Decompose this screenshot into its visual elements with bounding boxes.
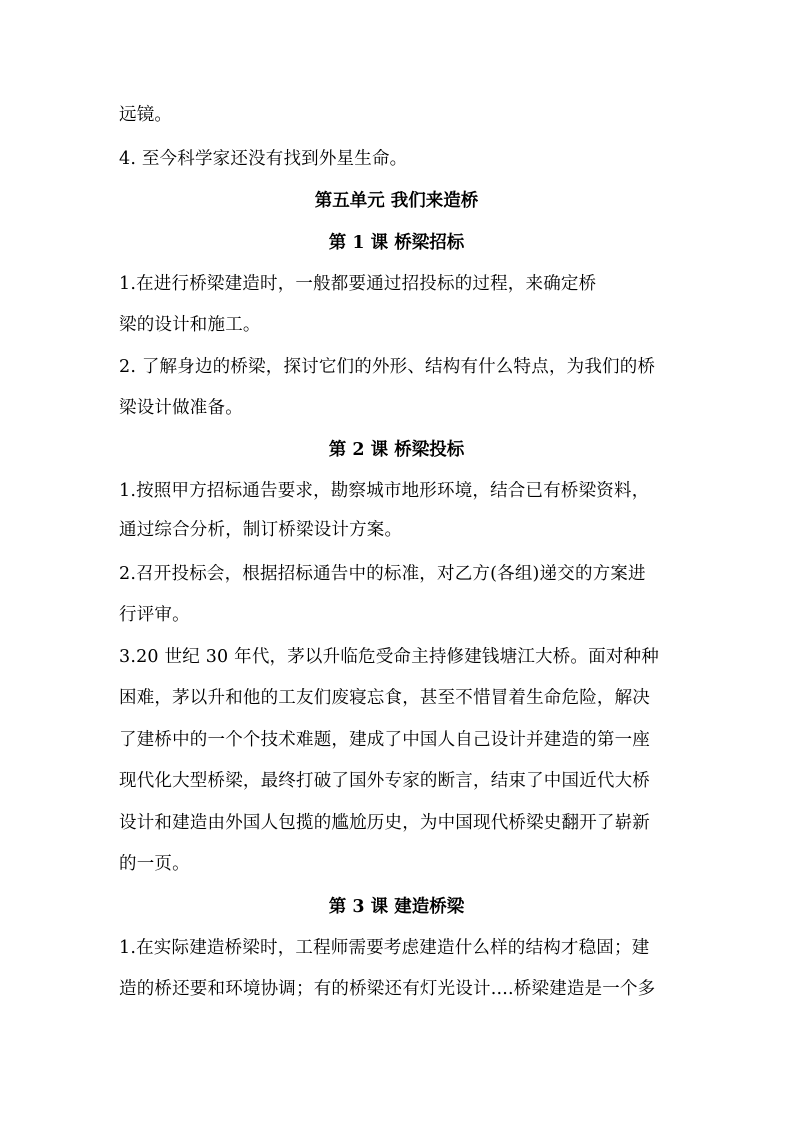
text-line: 1.在进行桥梁建造时，一般都要通过招投标的过程，来确定桥 — [119, 274, 597, 294]
text-line: 了建桥中的一个个技术难题，建成了中国人自己设计并建造的第一座 — [119, 730, 650, 750]
text-line: 3.20 世纪 30 年代，茅以升临危受命主持修建钱塘江大桥。面对种种 — [119, 647, 659, 667]
lesson-3-heading: 第 3 课 建造桥梁 — [328, 897, 465, 917]
unit-heading: 第五单元 我们来造桥 — [314, 191, 479, 211]
text-line: 1.按照甲方招标通告要求，勘察城市地形环境，结合已有桥梁资料， — [119, 481, 650, 501]
text-line: 行评审。 — [119, 605, 190, 625]
text-line: 2.召开投标会，根据招标通告中的标准，对乙方(各组)递交的方案进 — [119, 564, 646, 584]
text-line: 远镜。 — [119, 105, 173, 125]
text-line: 1.在实际建造桥梁时，工程师需要考虑建造什么样的结构才稳固；建 — [119, 938, 650, 958]
text-line: 梁的设计和施工。 — [119, 315, 261, 335]
text-line: 梁设计做准备。 — [119, 398, 243, 418]
lesson-1-heading: 第 1 课 桥梁招标 — [328, 233, 465, 253]
text-line: 2. 了解身边的桥梁，探讨它们的外形、结构有什么特点，为我们的桥 — [119, 357, 656, 377]
text-line: 现代化大型桥梁，最终打破了国外专家的断言，结束了中国近代大桥 — [119, 771, 650, 791]
text-line: 设计和建造由外国人包揽的尴尬历史，为中国现代桥梁史翻开了崭新 — [119, 813, 650, 833]
text-line: 造的桥还要和环境协调；有的桥梁还有灯光设计....桥梁建造是一个多 — [119, 979, 656, 999]
lesson-2-heading: 第 2 课 桥梁投标 — [328, 440, 465, 460]
text-line: 的一页。 — [119, 854, 190, 874]
text-line: 4. 至今科学家还没有找到外星生命。 — [119, 149, 408, 169]
text-line: 困难，茅以升和他的工友们废寝忘食，甚至不惜冒着生命危险，解决 — [119, 688, 650, 708]
text-line: 通过综合分析，制订桥梁设计方案。 — [119, 520, 403, 540]
